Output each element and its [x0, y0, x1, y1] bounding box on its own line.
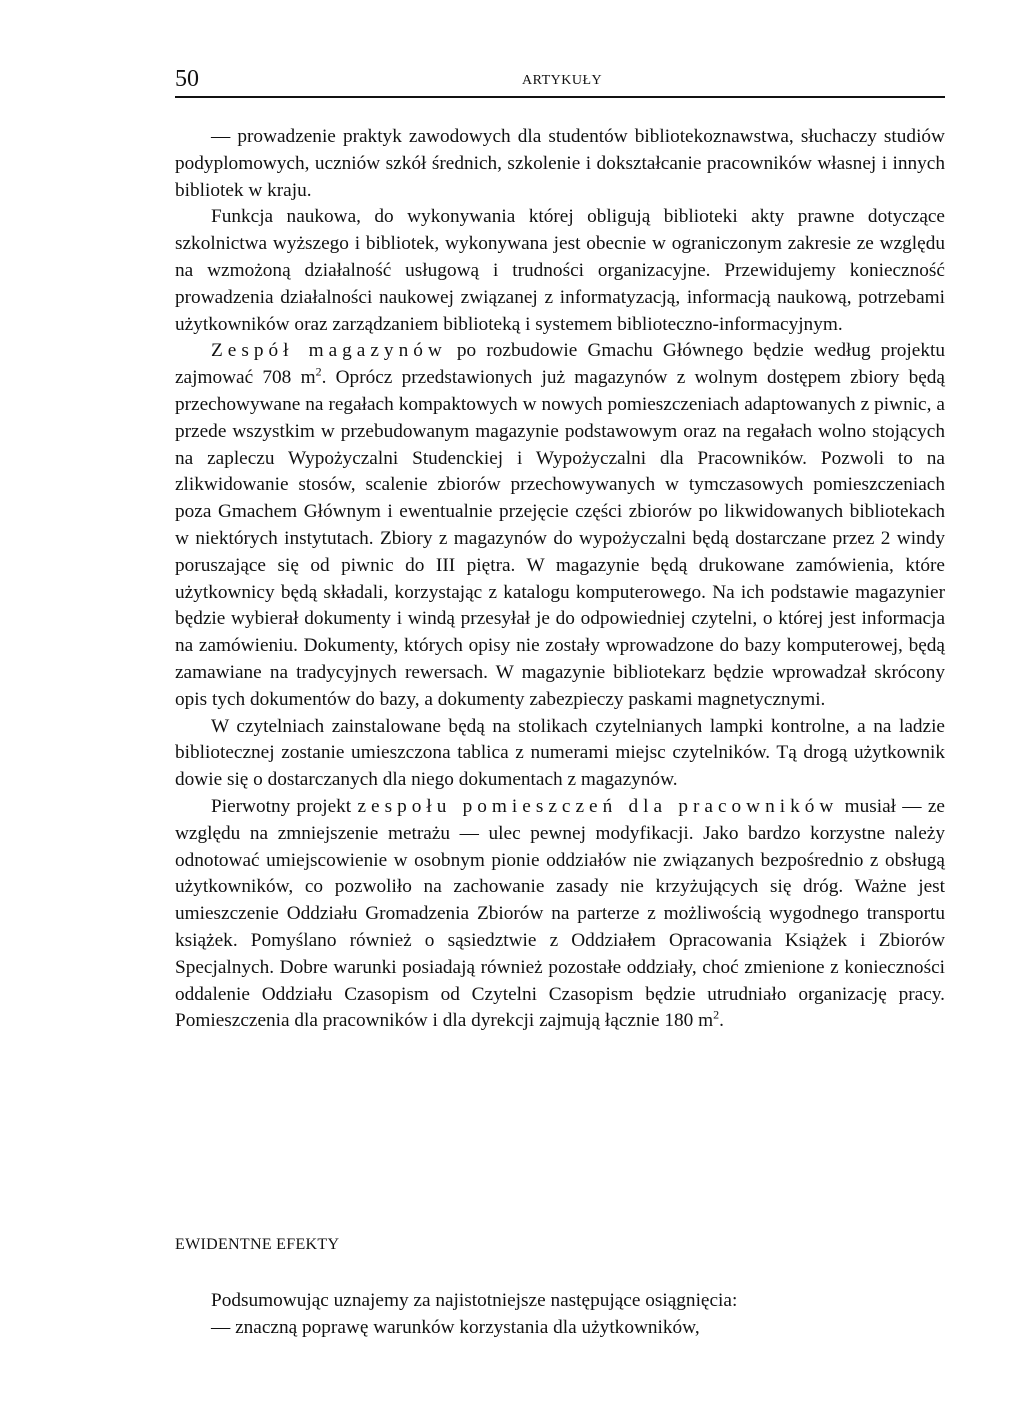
paragraph-scientific-function: Funkcja naukowa, do wykonywania której obligują biblioteki akty prawne dotyczące szkolnictwa wyższego i bibliotek, wykonywana jest obecnie w ograniczonym zakresie ze względu na wzmożoną działalność usługową i trudności organizacyjne. Przewidujemy konieczność prowadzenia działalności naukowej związanej z informatyzacją, informacją naukową, potrzebami użytkowników oraz zarządzaniem biblioteką i systemem biblioteczno-informacyjnym.: [175, 206, 945, 335]
section-title: EWIDENTNE EFEKTY: [175, 1236, 340, 1253]
paragraph-training: — prowadzenie praktyk zawodowych dla studentów bibliotekoznawstwa, słuchaczy studiów podyplomowych, uczniów szkół średnich, szkolenie i dokształcanie pracowników własnej i innych bibliotek w kraju.: [175, 126, 945, 201]
spaced-term-magazines: Zespół magazynów: [211, 340, 447, 362]
staff-text-part-2: .: [719, 1010, 724, 1032]
staff-text-part-1: musiał — ze względu na zmniejszenie metrażu — ulec pewnej modyfikacji. Jako bardzo korzystne należy odnotować umiejscowienie w osobnym pionie oddziałów nie związanych bezpośrednio z obsługą użytkowników, co pozwoliło na zachowanie zasady nie krzyżujących się dróg. Ważne jest umieszczenie Oddziału Gromadzenia Zbiorów na parterze z możliwością wygodnego transportu książek. Pomyślano również o sąsiedztwie z Oddziałem Opracowania Książek i Zbiorów Specjalnych. Dobre warunki posiadają również pozostałe oddziały, choć zmienione z konieczności oddalenie Oddziału Czasopism od Czytelni Czasopism będzie utrudniało organizację pracy. Pomieszczenia dla pracowników i dla dyrekcji zajmują łącznie 180 m: [175, 795, 945, 1032]
summary-block: [175, 1287, 945, 1341]
summary-list-item: — znaczną poprawę warunków korzystania dla użytkowników,: [211, 1317, 700, 1338]
page-header: [175, 66, 945, 98]
paragraph-magazines: [175, 338, 945, 713]
running-head: ARTYKUŁY: [522, 73, 603, 88]
paragraph-reading-rooms: W czytelniach zainstalowane będą na stolikach czytelnianych lampki kontrolne, a na ladzie bibliotecznej zostanie umieszczona tablica z numerami miejsc czytelników. Tą drogą użytkownik dowie się o dostarczanych dla niego dokumentach z magazynów.: [175, 715, 945, 791]
magazines-text-part-2: . Oprócz przedstawionych już magazynów z wolnym dostępem zbiory będą przechowywane na regałach kompaktowych w nowych pomieszczeniach adaptowanych z piwnic, a przede wszystkim w przebudowanym magazynie podstawowym oraz na regałach wolno stojących na zapleczu Wypożyczalni Studenckiej i Wypożyczalni dla Pracowników. Pozwoli to na zlikwidowanie stosów, scalenie zbiorów przechowywanych w tymczasowych pomieszczeniach poza Gmachem Głównym i ewentualnie przejęcie części zbiorów po likwidowanych bibliotekach w niektórych instytutach. Zbiory z magazynów do wypożyczalni będą dostarczane przez 2 windy poruszające się od piwnic do III piętra. W magazynie będą drukowane zamówienia, które użytkownicy będą składali, korzystając z katalogu komputerowego. Na ich podstawie magazynier będzie wybierał dokumenty i windą przesyłał je do odpowiedniej czytelni, o której jest informacja na zamówieniu. Dokumenty, których opisy nie zostały wprowadzone do bazy komputerowej, będą zamawiane na tradycyjnych rewersach. W magazynie bibliotekarz będzie wprowadzał skrócony opis tych dokumentów do bazy, a dokumenty zabezpieczy paskami magnetycznymi.: [175, 367, 945, 710]
article-body: [175, 124, 945, 1035]
magazines-text-part-1: po rozbudowie Gmachu Głównego będzie według projektu zajmować 708 m: [175, 340, 945, 389]
superscript-2: 2: [713, 1007, 720, 1022]
summary-intro: Podsumowując uznajemy za najistotniejsze następujące osiągnięcia:: [211, 1290, 738, 1311]
paragraph-staff-rooms: [175, 794, 945, 1035]
superscript-2: 2: [315, 364, 322, 379]
spaced-term-staff-rooms: zespołu pomieszczeń dla pracowników: [357, 795, 839, 817]
page-number: 50: [175, 66, 199, 92]
staff-text-lead: Pierwotny projekt: [211, 795, 358, 817]
